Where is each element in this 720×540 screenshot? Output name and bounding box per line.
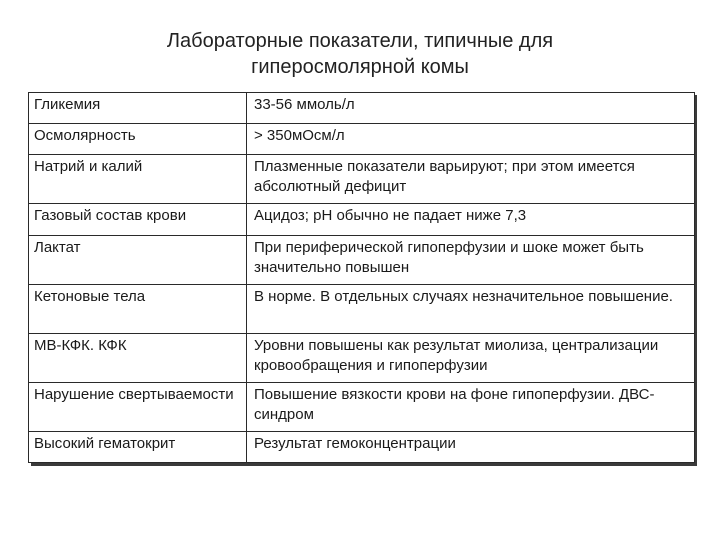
table-row [29, 284, 695, 333]
parameter-cell: Осмолярность [29, 124, 247, 155]
value-cell: Уровни повышены как результат миолиза, централизации кровообращения и гипоперфузии [247, 333, 695, 382]
parameter-cell: Лактат [29, 235, 247, 284]
table-row [29, 382, 695, 431]
value-cell: Ацидоз; рН обычно не падает ниже 7,3 [247, 204, 695, 235]
value-cell: Повышение вязкости крови на фоне гипоперфузии. ДВС-синдром [247, 382, 695, 431]
parameter-cell: Газовый состав крови [29, 204, 247, 235]
parameter-cell: Кетоновые тела [29, 284, 247, 333]
title-line-2: гиперосмолярной комы [251, 56, 469, 78]
table-row [29, 333, 695, 382]
title-line-1: Лабораторные показатели, типичные для [166, 30, 554, 52]
table-row [29, 235, 695, 284]
lab-table-container [28, 92, 694, 463]
table-row [29, 204, 695, 235]
parameter-cell: Нарушение свертываемости [29, 382, 247, 431]
value-cell: Результат гемоконцентрации [247, 431, 695, 462]
value-cell: 33-56 ммоль/л [247, 93, 695, 124]
value-cell: > 350мОсм/л [247, 124, 695, 155]
table-row [29, 431, 695, 462]
value-cell: При периферической гипоперфузии и шоке может быть значительно повышен [247, 235, 695, 284]
value-cell: В норме. В отдельных случаях незначительное повышение. [247, 284, 695, 333]
page-title [0, 28, 720, 80]
table-row [29, 93, 695, 124]
table-row [29, 124, 695, 155]
table-row [29, 155, 695, 204]
lab-indicators-table [28, 92, 695, 463]
parameter-cell: Высокий гематокрит [29, 431, 247, 462]
parameter-cell: Гликемия [29, 93, 247, 124]
parameter-cell: МВ-КФК. КФК [29, 333, 247, 382]
parameter-cell: Натрий и калий [29, 155, 247, 204]
value-cell: Плазменные показатели варьируют; при этом имеется абсолютный дефицит [247, 155, 695, 204]
